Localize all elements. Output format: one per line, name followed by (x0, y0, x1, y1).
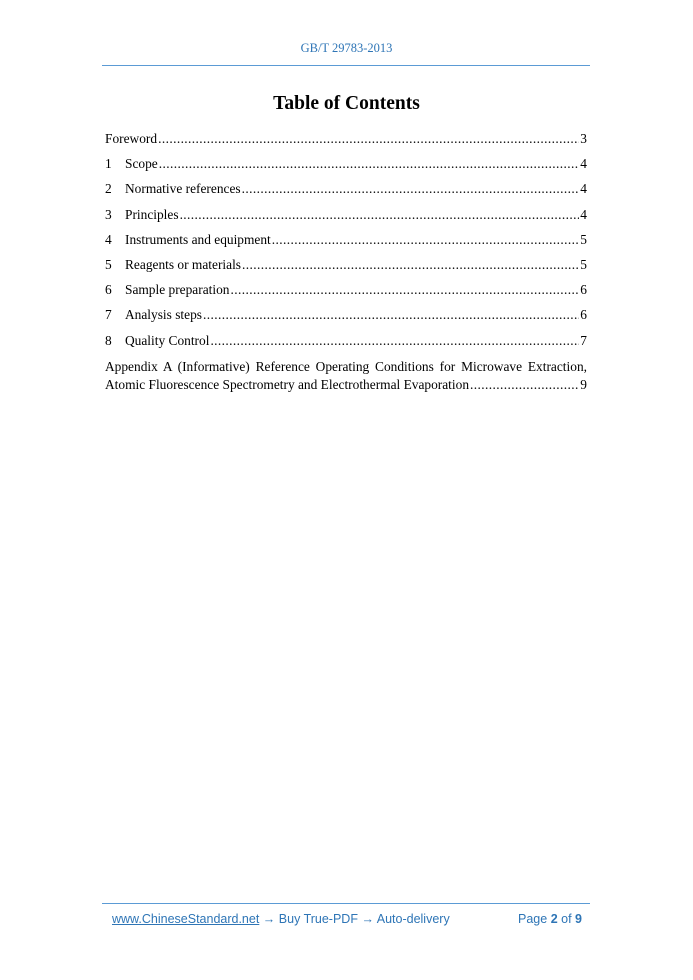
arrow-right-icon: → (361, 912, 374, 926)
running-header: GB/T 29783-2013 (300, 41, 393, 55)
total-page-count: 9 (575, 912, 582, 926)
toc-entry-instruments[interactable] (105, 231, 587, 256)
toc-entry-reagents[interactable] (105, 256, 587, 281)
toc-entry-number: 1 (105, 156, 112, 172)
auto-delivery-text: Auto-delivery (376, 912, 450, 926)
buy-true-pdf-text: Buy True-PDF (278, 912, 358, 926)
toc-entry-label: Sample preparation (125, 282, 230, 298)
current-page-number: 2 (550, 912, 558, 926)
toc-entry-number: 4 (105, 231, 112, 247)
table-of-contents (105, 130, 587, 395)
footer-divider (102, 903, 590, 904)
toc-entry-page: 5 (580, 256, 587, 272)
website-link[interactable]: www.ChineseStandard.net (112, 912, 260, 926)
toc-entry-number: 2 (105, 181, 112, 197)
dot-leader (230, 281, 579, 299)
toc-entry-label: Quality Control (125, 332, 210, 348)
toc-entry-quality-control[interactable] (105, 332, 587, 357)
toc-entry-page: 7 (580, 332, 587, 348)
toc-entry-label: Instruments and equipment (125, 231, 271, 247)
dot-leader (470, 376, 579, 395)
page-word: Page (518, 912, 548, 926)
toc-entry-scope[interactable] (105, 155, 587, 180)
toc-entry-analysis-steps[interactable] (105, 306, 587, 331)
toc-entry-sample-preparation[interactable] (105, 281, 587, 306)
toc-entry-page: 3 (580, 131, 587, 146)
toc-entry-foreword[interactable] (105, 130, 587, 155)
toc-entry-page: 5 (580, 231, 587, 247)
dot-leader (242, 256, 579, 274)
page-counter (518, 912, 582, 926)
dot-leader (242, 180, 580, 198)
toc-entry-page: 6 (580, 282, 587, 298)
dot-leader (158, 130, 579, 148)
toc-entry-number: 3 (105, 206, 112, 222)
toc-entry-label: Analysis steps (125, 307, 202, 323)
toc-entry-page: 6 (580, 307, 587, 323)
toc-entry-principles[interactable] (105, 206, 587, 231)
toc-entry-label: Atomic Fluorescence Spectrometry and Electrothermal Evaporation (105, 377, 470, 393)
toc-entry-page: 4 (580, 181, 587, 197)
dot-leader (272, 231, 580, 249)
toc-entry-number: 6 (105, 282, 112, 298)
of-word: of (561, 912, 572, 926)
header-divider (102, 65, 590, 66)
dot-leader (203, 306, 579, 324)
dot-leader (159, 155, 580, 173)
toc-entry-page: 9 (580, 377, 587, 393)
toc-entry-page: 4 (580, 206, 587, 222)
toc-entry-number: 7 (105, 307, 112, 323)
toc-entry-label: Normative references (125, 181, 241, 197)
toc-entry-label: Scope (125, 156, 158, 172)
toc-entry-label: Appendix A (Informative) Reference Operating Conditions for Microwave Extraction, (105, 358, 587, 374)
page-footer (112, 912, 582, 930)
toc-entry-label: Principles (125, 206, 179, 222)
toc-entry-label: Reagents or materials (125, 256, 242, 272)
footer-promo (112, 912, 450, 926)
page-title: Table of Contents (273, 93, 420, 114)
toc-entry-page: 4 (580, 156, 587, 172)
dot-leader (180, 206, 580, 224)
toc-entry-label-continued (105, 376, 587, 395)
arrow-right-icon: → (262, 912, 276, 926)
toc-entry-normative-references[interactable] (105, 180, 587, 205)
dot-leader (210, 332, 579, 350)
toc-entry-number: 5 (105, 256, 112, 272)
toc-entry-appendix-a[interactable] (105, 358, 587, 395)
toc-entry-label: Foreword (105, 131, 158, 146)
toc-entry-number: 8 (105, 332, 112, 348)
